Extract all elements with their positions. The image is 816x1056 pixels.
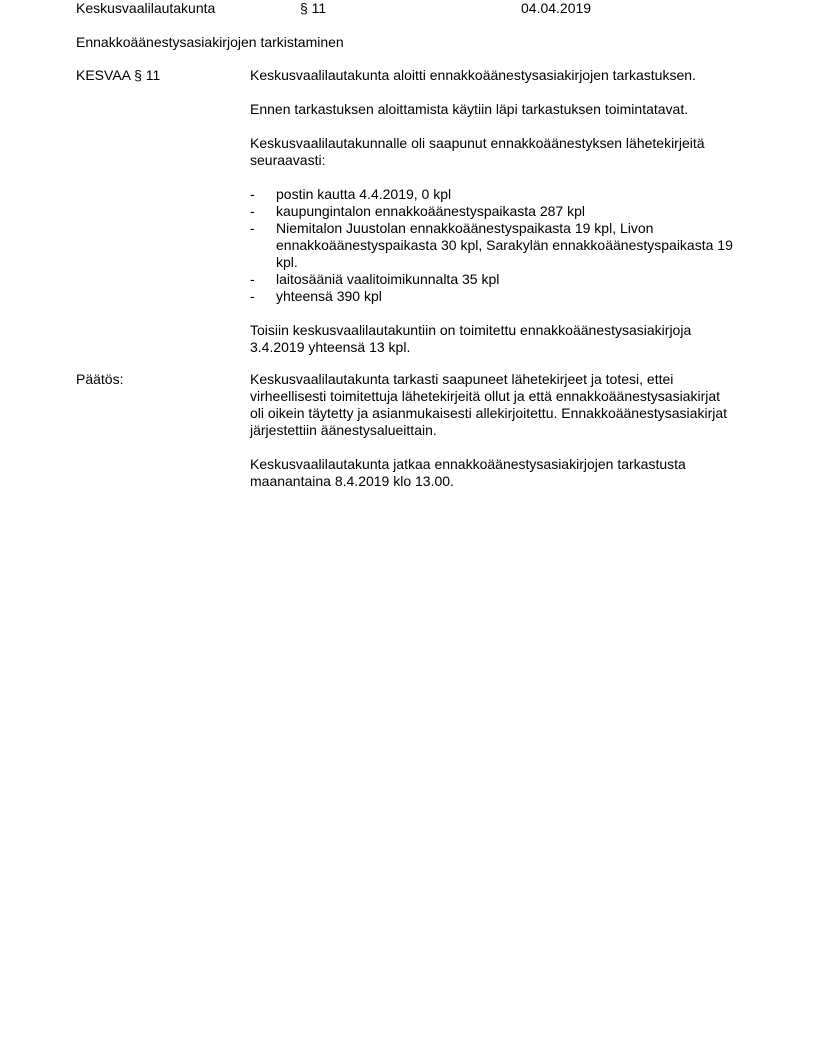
list-item-text: postin kautta 4.4.2019, 0 kpl (276, 186, 452, 202)
received-letters-list (250, 186, 736, 305)
list-item (250, 271, 736, 288)
section-body-kesvaa (250, 67, 736, 373)
section-label-kesvaa: KESVAA § 11 (76, 67, 161, 83)
list-marker: - (250, 203, 255, 219)
list-marker: - (250, 186, 255, 202)
list-item-text: laitosääniä vaalitoimikunnalta 35 kpl (276, 271, 500, 287)
section-label-decision: Päätös: (76, 371, 124, 387)
paragraph-start: Keskusvaalilautakunta aloitti ennakkoäänestysasiakirjojen tarkastuksen. (250, 67, 696, 83)
document-header (0, 0, 816, 18)
section-body-decision (250, 371, 736, 507)
paragraph-continuation: Keskusvaalilautakunta jatkaa ennakkoäänestysasiakirjojen tarkastusta maanantaina 8.4.2019 klo 13.00. (250, 456, 686, 489)
paragraph-procedure: Ennen tarkastuksen aloittamista käytiin läpi tarkastuksen toimintatavat. (250, 101, 689, 117)
list-item (250, 203, 736, 220)
list-item-text: Niemitalon Juustolan ennakkoäänestyspaikasta 19 kpl, Livon ennakkoäänestyspaikasta 30 kpl, Sarakylän ennakkoäänestyspaikasta 19 kpl. (276, 220, 733, 270)
document-title: Ennakkoäänestysasiakirjojen tarkistaminen (76, 34, 344, 50)
list-item (250, 186, 736, 203)
paragraph-received-intro: Keskusvaalilautakunnalle oli saapunut ennakkoäänestyksen lähetekirjeitä seuraavasti: (250, 135, 705, 168)
list-item (250, 220, 736, 271)
paragraph-other-boards: Toisiin keskusvaalilautakuntiin on toimitettu ennakkoäänestysasiakirjoja 3.4.2019 yhteensä 13 kpl. (250, 322, 692, 355)
list-marker: - (250, 288, 255, 304)
list-item-text: yhteensä 390 kpl (276, 288, 382, 304)
paragraph-decision: Keskusvaalilautakunta tarkasti saapuneet lähetekirjeet ja totesi, ettei virheellisesti toimitettuja lähetekirjeitä ollut ja että ennakkoäänestysasiakirjat oli oikein täytetty ja asianmukaisesti allekirjoitettu. Ennakkoäänestysasiakirjat järjestettiin äänestysalueittain. (250, 371, 728, 438)
header-organization: Keskusvaalilautakunta (76, 0, 216, 16)
list-item-text: kaupungintalon ennakkoäänestyspaikasta 287 kpl (276, 203, 586, 219)
list-marker: - (250, 271, 255, 287)
header-date: 04.04.2019 (521, 0, 592, 16)
list-marker: - (250, 220, 255, 236)
list-item (250, 288, 736, 305)
header-paragraph-number: § 11 (300, 0, 327, 16)
